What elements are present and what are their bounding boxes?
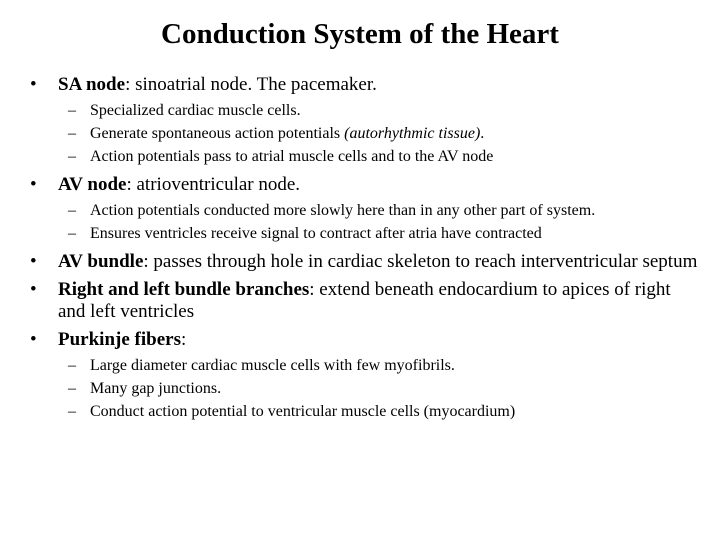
bullet-av-bundle bbox=[30, 251, 700, 273]
sub-item-text: Conduct action potential to ventricular muscle cells (myocardium) bbox=[90, 403, 516, 420]
bullet-term: AV bundle bbox=[58, 251, 144, 272]
bullet-text: : sinoatrial node. The pacemaker. bbox=[125, 74, 377, 95]
bullet-icon: • bbox=[30, 251, 37, 272]
dash-icon: – bbox=[68, 202, 76, 219]
sub-item bbox=[30, 377, 700, 400]
bullet-icon: • bbox=[30, 74, 37, 95]
dash-icon: – bbox=[68, 403, 76, 420]
bullet-purkinje-fibers bbox=[30, 329, 700, 351]
sub-item-text: Generate spontaneous action potentials bbox=[90, 125, 345, 142]
bullet-sa-node bbox=[30, 74, 700, 96]
sub-item bbox=[30, 222, 700, 245]
bullet-av-node bbox=[30, 174, 700, 196]
sub-item-text: Many gap junctions. bbox=[90, 380, 222, 397]
bullet-term: AV node bbox=[58, 174, 127, 195]
bullet-text: : bbox=[180, 329, 187, 350]
dash-icon: – bbox=[68, 148, 76, 165]
bullet-icon: • bbox=[30, 329, 37, 350]
bullet-term: Right and left bundle branches bbox=[58, 279, 310, 300]
sub-item bbox=[30, 199, 700, 222]
sub-item-text: Large diameter cardiac muscle cells with few myofibrils. bbox=[90, 357, 455, 374]
slide-content bbox=[30, 74, 700, 423]
sub-item-text: Action potentials pass to atrial muscle cells and to the AV node bbox=[90, 148, 494, 165]
dash-icon: – bbox=[68, 380, 76, 397]
slide-title: Conduction System of the Heart bbox=[161, 18, 559, 50]
bullet-icon: • bbox=[30, 279, 37, 300]
bullet-text: : extend beneath endocardium to apices of right and left ventricles bbox=[58, 279, 671, 322]
bullet-bundle-branches bbox=[30, 279, 700, 323]
sub-item-text: Action potentials conducted more slowly here than in any other part of system. bbox=[90, 202, 596, 219]
sub-item-text: Specialized cardiac muscle cells. bbox=[90, 102, 301, 119]
dash-icon: – bbox=[68, 125, 76, 142]
sub-item bbox=[30, 145, 700, 168]
dash-icon: – bbox=[68, 357, 76, 374]
bullet-icon: • bbox=[30, 174, 37, 195]
sub-item bbox=[30, 400, 700, 423]
bullet-term: Purkinje fibers bbox=[58, 329, 181, 350]
sub-item bbox=[30, 354, 700, 377]
sub-item-trailing-text: . bbox=[480, 125, 485, 142]
dash-icon: – bbox=[68, 102, 76, 119]
sub-item-italic-text: (autorhythmic tissue) bbox=[344, 125, 481, 142]
sub-item bbox=[30, 99, 700, 122]
bullet-text: : atrioventricular node. bbox=[126, 174, 301, 195]
sub-item bbox=[30, 122, 700, 145]
sub-item-text: Ensures ventricles receive signal to contract after atria have contracted bbox=[90, 225, 542, 242]
bullet-term: SA node bbox=[58, 74, 126, 95]
dash-icon: – bbox=[68, 225, 76, 242]
bullet-text: : passes through hole in cardiac skeleton to reach interventricular septum bbox=[143, 251, 698, 272]
